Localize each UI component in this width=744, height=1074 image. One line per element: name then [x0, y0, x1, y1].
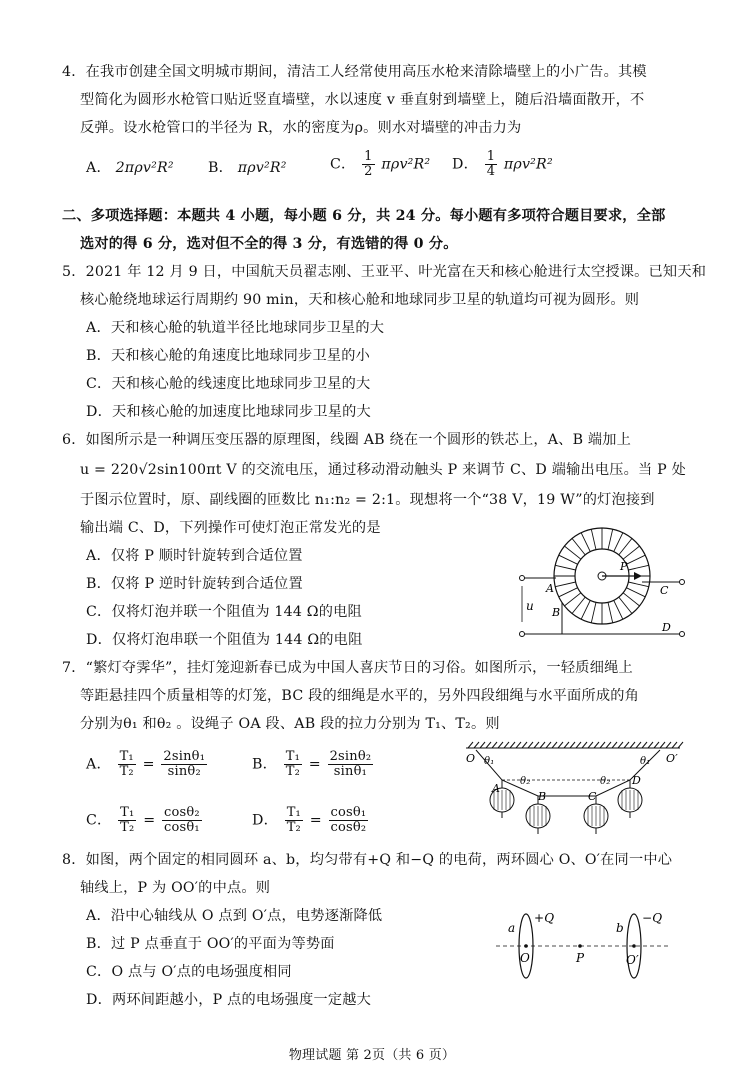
ceiling-hatch [582, 742, 587, 748]
q4-option-c [330, 150, 430, 179]
option-label: A． [86, 160, 111, 176]
ceiling-hatch [492, 742, 497, 748]
ceiling-hatch [594, 742, 599, 748]
q5-option-c: C．天和核心舱的线速度比地球同步卫星的大 [86, 376, 371, 392]
coil-turn [608, 529, 613, 550]
coil-turn [619, 597, 632, 613]
coil-turn [559, 555, 578, 564]
label-theta1-left: θ₁ [484, 756, 495, 767]
q5-option-b: B．天和核心舱的角速度比地球同步卫星的小 [86, 348, 370, 364]
label-b: B [552, 606, 561, 619]
q7-option-d [252, 806, 370, 835]
coil-turn [559, 588, 578, 597]
q8-line-1: 8．如图，两个固定的相同圆环 a、b，均匀带有+Q 和−Q 的电荷，两环圆心 O、O′在同一中心 [62, 852, 673, 868]
q6-line-4: 输出端 C、D，下列操作可使灯泡正常发光的是 [80, 520, 381, 536]
ceiling-hatch [648, 742, 653, 748]
label-theta2-left: θ₂ [520, 776, 531, 787]
ceiling-hatch [546, 742, 551, 748]
slider-contact-p [634, 572, 642, 580]
q8-option-a: A．沿中心轴线从 O 点到 O′点，电势逐渐降低 [86, 908, 383, 924]
ceiling [466, 742, 683, 748]
fraction-t1-t2: $\frac{\text{T₁}}{\text{T₂}}$ [119, 749, 134, 779]
q8-option-b: B．过 P 点垂直于 OO′的平面为等势面 [86, 936, 335, 952]
option-label: B． [208, 160, 234, 176]
q7-option-c [86, 806, 204, 835]
label-c: C [588, 790, 597, 803]
q4-option-a [86, 158, 174, 178]
label-o-prime: O′ [626, 953, 639, 967]
option-label: D． [252, 812, 278, 829]
fraction: $\frac{1}{2}$ [364, 149, 373, 179]
fraction-t1-t2: $\frac{\text{T₁}}{\text{T₂}}$ [285, 749, 301, 779]
ceiling-hatch [618, 742, 623, 748]
q7-line-1: 7．“繁灯夺霁华”，挂灯笼迎新春已成为中国人喜庆节日的习俗。如图所示，一轻质细绳上 [62, 660, 633, 676]
coil-turn [581, 533, 590, 552]
coil-turn [628, 565, 649, 570]
ceiling-hatch [516, 742, 521, 748]
transformer-diagram [514, 522, 690, 644]
ceiling-hatch [642, 742, 647, 748]
q5-line-1: 5．2021 年 12 月 9 日，中国航天员翟志刚、王亚平、叶光富在天和核心舱进行太空授课。已知天和 [62, 264, 707, 280]
ceiling-hatch [678, 742, 683, 748]
label-plus-q: +Q [534, 911, 555, 925]
q4-line-2: 型简化为圆形水枪管口贴近竖直墙壁，水以速度 v 垂直射到墙壁上，随后沿墙面散开，不 [80, 92, 645, 108]
section-2-heading: 二、多项选择题：本题共 4 小题，每小题 6 分，共 24 分。每小题有多项符合题目要求，全部 [62, 208, 666, 224]
coil-turn [565, 593, 581, 606]
ceiling-hatch [552, 742, 557, 748]
ceiling-hatch [588, 742, 593, 748]
label-a: A [546, 582, 555, 595]
label-p: P [576, 951, 585, 965]
ceiling-hatch [666, 742, 671, 748]
q8-option-d: D．两环间距越小，P 点的电场强度一定越大 [86, 992, 372, 1008]
ceiling-hatch [624, 742, 629, 748]
ceiling-hatch [468, 742, 473, 748]
ceiling-hatch [558, 742, 563, 748]
ceiling-hatch [606, 742, 611, 748]
label-a: a [508, 921, 516, 935]
ceiling-hatch [504, 742, 509, 748]
section-2-instructions: 选对的得 6 分，选对但不全的得 3 分，有选错的得 0 分。 [80, 236, 458, 252]
coil-turn [623, 593, 639, 606]
coil-turn [626, 588, 645, 597]
q7-option-b [252, 750, 375, 779]
label-b: B [538, 790, 547, 803]
ceiling-hatch [570, 742, 575, 748]
q4-option-d [452, 150, 553, 179]
coil-turn [572, 597, 585, 613]
label-d: D [632, 774, 642, 787]
q8-option-c: C．O 点与 O′点的电场强度相同 [86, 964, 292, 980]
option-label: A． [86, 756, 111, 773]
label-o: O [520, 951, 531, 965]
page-footer: 物理试题 第 2页（共 6 页） [288, 1048, 456, 1063]
point-o [524, 944, 528, 948]
ceiling-hatch [510, 742, 515, 748]
q6-option-c: C．仅将灯泡并联一个阻值为 144 Ω的电阻 [86, 604, 362, 620]
ceiling-hatch [540, 742, 545, 748]
terminal-b [520, 632, 525, 637]
ceiling-hatch [486, 742, 491, 748]
point-o-prime [632, 944, 636, 948]
coil-turn [619, 539, 632, 555]
fraction: $\frac{\text{cosθ₂}}{\text{cosθ₁}}$ [164, 805, 200, 835]
terminal-a [520, 576, 525, 581]
rings-diagram [492, 906, 672, 990]
q7-option-a [86, 750, 209, 779]
coil-turn [572, 539, 585, 555]
coil-turn [565, 546, 581, 559]
label-o: O [466, 752, 476, 765]
equals-sign: = [309, 812, 322, 829]
q6-option-d: D．仅将灯泡串联一个阻值为 144 Ω的电阻 [86, 632, 363, 648]
q5-line-2: 核心舱绕地球运行周期约 90 min，天和核心舱和地球同步卫星的轨道均可视为圆形。则 [80, 292, 640, 308]
ceiling-hatch [672, 742, 677, 748]
q7-line-2: 等距悬挂四个质量相等的灯笼，BC 段的细绳是水平的，另外四段细绳与水平面所成的角 [80, 688, 639, 704]
option-text: πρv²R² [381, 156, 431, 173]
ceiling-hatch [612, 742, 617, 748]
ceiling-hatch [576, 742, 581, 748]
coil-turn [628, 582, 649, 587]
q6-option-b: B．仅将 P 逆时针旋转到合适位置 [86, 576, 303, 592]
ceiling-hatch [654, 742, 659, 748]
q4-line-3: 反弹。设水枪管口的半径为 R，水的密度为ρ。则水对墙壁的冲击力为 [80, 120, 522, 136]
ceiling-hatch [498, 742, 503, 748]
fraction: $\frac{\text{cosθ₁}}{\text{cosθ₂}}$ [330, 805, 367, 835]
q5-option-d: D．天和核心舱的加速度比地球同步卫星的大 [86, 404, 371, 420]
q4-option-b [208, 158, 287, 178]
fraction-t1-t2: $\frac{\text{T₁}}{\text{T₂}}$ [120, 805, 135, 835]
ceiling-hatch [564, 742, 569, 748]
terminal-c [680, 580, 685, 585]
label-a: A [492, 782, 501, 795]
option-label: C． [330, 156, 356, 173]
ceiling-hatch [534, 742, 539, 748]
equals-sign: = [143, 812, 156, 829]
terminal-d [680, 632, 685, 637]
ceiling-hatch [660, 742, 665, 748]
coil-turn [608, 602, 613, 623]
ceiling-hatch [600, 742, 605, 748]
coil-turn [591, 602, 596, 623]
point-p [578, 944, 582, 948]
lanterns [490, 780, 642, 834]
ceiling-hatch [636, 742, 641, 748]
equals-sign: = [142, 756, 155, 773]
q6-line-2: u = 220√2sin100πt V 的交流电压，通过移动滑动触头 P 来调节 C、D 端输出电压。当 P 处 [80, 462, 686, 478]
q6-option-a: A．仅将 P 顺时针旋转到合适位置 [86, 548, 303, 564]
option-label: D． [452, 156, 478, 173]
ceiling-hatch [480, 742, 485, 748]
coil-turn [581, 600, 590, 619]
label-o-prime: O′ [666, 752, 678, 765]
ceiling-hatch [522, 742, 527, 748]
label-c: C [660, 584, 669, 597]
coil-turn [614, 600, 623, 619]
q7-line-3: 分别为θ₁ 和θ₂ 。设绳子 OA 段、AB 段的拉力分别为 T₁、T₂。则 [80, 716, 500, 732]
q5-option-a: A．天和核心舱的轨道半径比地球同步卫星的大 [86, 320, 385, 336]
label-b: b [616, 921, 624, 935]
fraction: $\frac{1}{4}$ [486, 149, 496, 179]
lantern-diagram [462, 740, 684, 840]
q4-line-1: 4．在我市创建全国文明城市期间，清洁工人经常使用高压水枪来清除墙壁上的小广告。其模 [62, 64, 647, 80]
q6-line-1: 6．如图所示是一种调压变压器的原理图，线圈 AB 绕在一个圆形的铁芯上，A、B 端加上 [62, 432, 632, 448]
coil-turn [555, 582, 576, 587]
ceiling-hatch [528, 742, 533, 748]
q6-line-3: 于图示位置时，原、副线圈的匝数比 n₁:n₂ = 2:1。现想将一个“38 V，19 W”的灯泡接到 [80, 492, 655, 508]
option-text: πρv²R² [503, 156, 553, 173]
label-minus-q: −Q [642, 911, 663, 925]
option-label: C． [86, 812, 112, 829]
option-text: πρv²R² [237, 160, 287, 176]
label-p: P [620, 560, 628, 573]
coil-turn [614, 533, 623, 552]
coil-turn [591, 529, 596, 550]
option-text: 2πρv²R² [115, 160, 174, 176]
coil-turn [555, 565, 576, 570]
coil-turn [626, 555, 645, 564]
q8-line-2: 轴线上，P 为 OO′的中点。则 [80, 880, 271, 896]
label-theta1-right: θ₁ [640, 756, 651, 767]
fraction: $\frac{\text{2sinθ₂}}{\text{sinθ₁}}$ [329, 749, 372, 779]
fraction: $\frac{\text{2sinθ₁}}{\text{sinθ₂}}$ [163, 749, 206, 779]
label-u: u [526, 599, 534, 613]
equals-sign: = [308, 756, 321, 773]
fraction-t1-t2: $\frac{\text{T₁}}{\text{T₂}}$ [286, 805, 301, 835]
ceiling-hatch [630, 742, 635, 748]
ceiling-hatch [474, 742, 479, 748]
label-theta2-right: θ₂ [600, 776, 611, 787]
option-label: B． [252, 756, 278, 773]
label-d: D [662, 621, 672, 634]
coil-turn [623, 546, 639, 559]
